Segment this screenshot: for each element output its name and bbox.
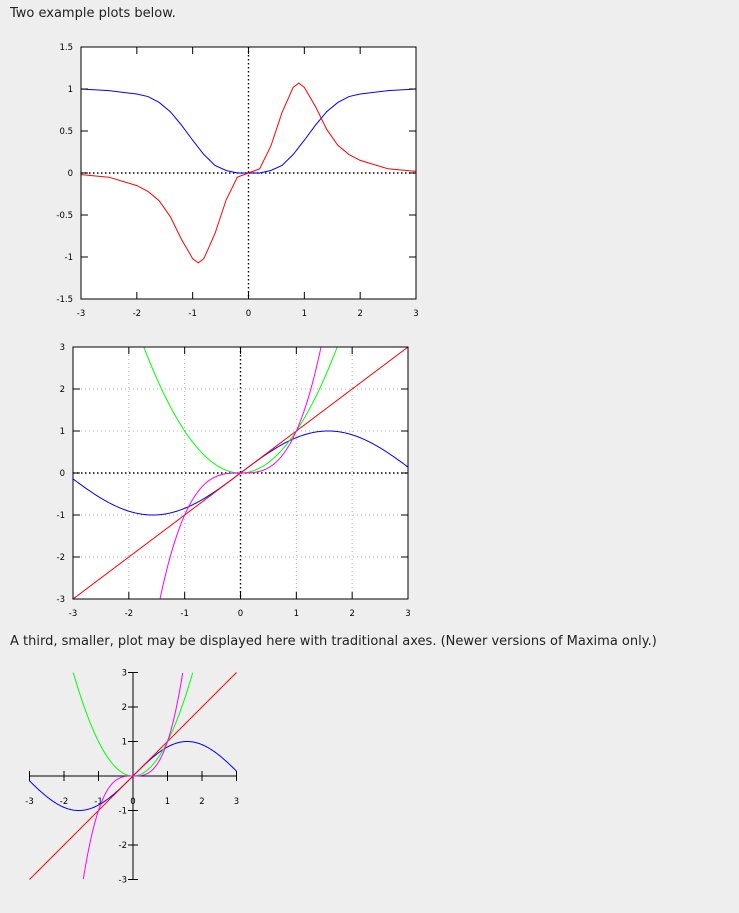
chart1-x-tick-label: 1	[301, 309, 308, 319]
chart2-y-tick-label: 0	[59, 469, 65, 479]
chart2-x-tick-label: -3	[68, 609, 78, 619]
chart2-y-tick-label: -2	[56, 553, 65, 563]
chart1-x-tick-label: -1	[188, 309, 197, 319]
chart1-x-tick-label: 2	[357, 309, 363, 319]
chart3-y-tick-label: 1	[121, 737, 127, 748]
chart3-y-tick-label: 2	[121, 703, 127, 713]
intro-paragraph: Two example plots below.	[10, 6, 176, 21]
chart3-x-tick-label: 2	[199, 797, 205, 807]
chart2-y-tick-label: -1	[56, 511, 65, 521]
chart1-y-tick-label: -1	[64, 253, 73, 263]
chart1-y-tick-label: 1.5	[59, 43, 73, 53]
chart1-y-tick-label: -0.5	[56, 211, 73, 221]
chart3-x-tick-label: -1	[94, 797, 103, 807]
chart2-x-tick-label: 3	[405, 609, 411, 619]
chart2-x-tick-label: 2	[349, 609, 355, 619]
chart3-x-tick-label: 3	[233, 797, 240, 807]
chart3-y-tick-label: -3	[118, 875, 127, 886]
chart3-x-tick-label: -3	[25, 797, 34, 807]
chart1-x-tick-label: -2	[132, 309, 142, 319]
chart3-x-tick-label: 0	[130, 797, 136, 807]
chart2-y-tick-label: 1	[59, 427, 65, 437]
chart3-x-tick-label: -2	[59, 797, 69, 807]
chart3-x-tick-label: 1	[164, 797, 171, 807]
chart3-y-tick-label: 3	[121, 668, 127, 679]
third-plot-paragraph: A third, smaller, plot may be displayed here with traditional axes. (Newer versions of Maxima only.)	[10, 634, 657, 649]
chart3-y-tick-label: -1	[118, 806, 127, 817]
chart1-x-tick-label: 0	[245, 309, 252, 319]
chart3-y-tick-label: -2	[118, 841, 127, 851]
chart2-x-tick-label: -1	[180, 609, 189, 619]
chart2-y-tick-label: 2	[59, 385, 65, 395]
chart2-y-tick-label: 3	[59, 343, 65, 353]
chart1-y-tick-label: 1	[67, 85, 73, 95]
chart2-x-tick-label: 1	[293, 609, 300, 619]
chart1-y-tick-label: -1.5	[56, 295, 73, 305]
chart2-y-tick-label: -3	[56, 595, 65, 605]
chart1-x-tick-label: 3	[413, 309, 419, 319]
chart2-x-tick-label: 0	[237, 609, 244, 619]
chart1-y-tick-label: 0	[67, 169, 73, 179]
chart2-x-tick-label: -2	[124, 609, 134, 619]
chart1-y-tick-label: 0.5	[59, 127, 73, 137]
chart1-x-tick-label: -3	[76, 309, 86, 319]
